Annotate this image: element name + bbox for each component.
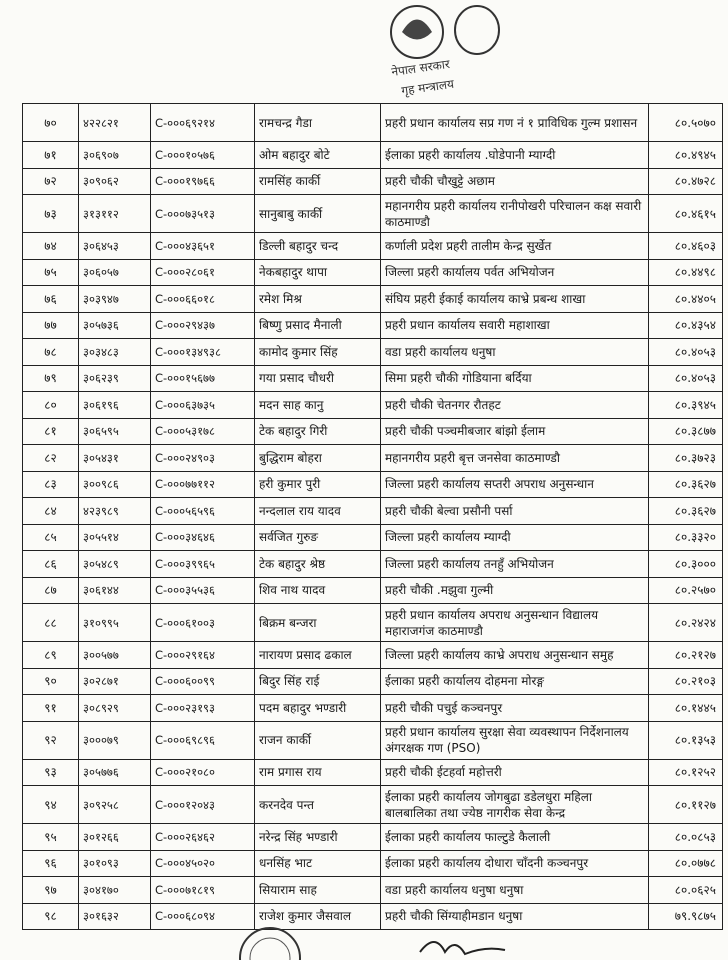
roll-number-cell: ३०१६३२ [79, 903, 151, 930]
score-cell: ८०.१३५३ [649, 721, 723, 759]
roll-number-cell: ३१०९९५ [79, 604, 151, 642]
candidate-name-cell: कामोद कुमार सिंह [255, 339, 381, 366]
serial-number-cell: ८८ [23, 604, 79, 642]
serial-number-cell: ८६ [23, 551, 79, 578]
serial-number-cell: ८७ [23, 577, 79, 604]
candidate-name-cell: सियाराम साह [255, 877, 381, 904]
table-row [23, 786, 723, 824]
serial-number-cell: ९२ [23, 721, 79, 759]
roll-number-cell: ३०५४३१ [79, 445, 151, 472]
table-row [23, 604, 723, 642]
seal-text-1: नेपाल सरकार [390, 56, 451, 79]
office-name-cell: संघिय प्रहरी ईकाई कार्यालय काभ्रे प्रबन्ध शाखा [381, 286, 649, 313]
code-number-cell: C-०००७१८१९ [151, 877, 255, 904]
score-cell: ८०.४६०३ [649, 233, 723, 260]
office-name-cell: प्रहरी चौकी पञ्चमीबजार बांझो ईलाम [381, 418, 649, 445]
code-number-cell: C-०००५६५९६ [151, 498, 255, 525]
office-name-cell: वडा प्रहरी कार्यालय धनुषा धनुषा [381, 877, 649, 904]
roll-number-cell: ३०६१९६ [79, 392, 151, 419]
table-row [23, 759, 723, 786]
code-number-cell: C-०००३५५३६ [151, 577, 255, 604]
score-cell: ८०.४०५३ [649, 365, 723, 392]
candidate-name-cell: सर्वजित गुरुङ [255, 524, 381, 551]
table-row [23, 850, 723, 877]
serial-number-cell: ८० [23, 392, 79, 419]
serial-number-cell: ९३ [23, 759, 79, 786]
code-number-cell: C-०००१२०४३ [151, 786, 255, 824]
roll-number-cell: ३०६९०७ [79, 142, 151, 169]
table-row [23, 392, 723, 419]
code-number-cell: C-०००२९४३७ [151, 312, 255, 339]
serial-number-cell: ९५ [23, 824, 79, 851]
office-name-cell: ईलाका प्रहरी कार्यालय दोहमना मोरङ्ग [381, 668, 649, 695]
office-name-cell: जिल्ला प्रहरी कार्यालय सप्तरी अपराध अनुसन्धान [381, 471, 649, 498]
score-cell: ८०.४६१५ [649, 195, 723, 233]
score-cell: ८०.०७७८ [649, 850, 723, 877]
office-name-cell: जिल्ला प्रहरी कार्यालय म्याग्दी [381, 524, 649, 551]
code-number-cell: C-०००२६४६२ [151, 824, 255, 851]
table-row [23, 142, 723, 169]
roll-number-cell: ४२३९८९ [79, 498, 151, 525]
score-cell: ८०.३९४५ [649, 392, 723, 419]
score-cell: ८०.२४२४ [649, 604, 723, 642]
office-name-cell: ईलाका प्रहरी कार्यालय जोगबुढा डडेलधुरा महिला बालबालिका तथा ज्येष्ठ नागरीक सेवा केन्द्र [381, 786, 649, 824]
code-number-cell: C-०००६१००३ [151, 604, 255, 642]
serial-number-cell: ७७ [23, 312, 79, 339]
candidate-name-cell: ओम बहादुर बोटे [255, 142, 381, 169]
serial-number-cell: ९० [23, 668, 79, 695]
serial-number-cell: ९६ [23, 850, 79, 877]
serial-number-cell: ८९ [23, 642, 79, 669]
score-cell: ८०.४३५४ [649, 312, 723, 339]
serial-number-cell: ७८ [23, 339, 79, 366]
office-name-cell: प्रहरी प्रधान कार्यालय सुरक्षा सेवा व्यवस्थापन निर्देशनालय अंगरक्षक गण (PSO) [381, 721, 649, 759]
table-row [23, 721, 723, 759]
code-number-cell: C-०००६९८९६ [151, 721, 255, 759]
roll-number-cell: ३०६४५३ [79, 233, 151, 260]
candidate-name-cell: राजेश कुमार जैसवाल [255, 903, 381, 930]
office-name-cell: प्रहरी चौकी चेतनगर रौतहट [381, 392, 649, 419]
candidate-name-cell: शिव नाथ यादव [255, 577, 381, 604]
government-seal [372, 0, 522, 100]
roll-number-cell: ३०६२३९ [79, 365, 151, 392]
code-number-cell: C-०००६८०९४ [151, 903, 255, 930]
candidate-name-cell: बिक्रम बन्जरा [255, 604, 381, 642]
table-row [23, 524, 723, 551]
candidate-name-cell: करनदेव पन्त [255, 786, 381, 824]
code-number-cell: C-०००२८०६१ [151, 259, 255, 286]
code-number-cell: C-०००६३७३५ [151, 392, 255, 419]
candidate-name-cell: बिष्णु प्रसाद मैनाली [255, 312, 381, 339]
table-row [23, 471, 723, 498]
office-name-cell: जिल्ला प्रहरी कार्यालय काभ्रे अपराध अनुसन्धान समुह [381, 642, 649, 669]
score-cell: ८०.४४९८ [649, 259, 723, 286]
serial-number-cell: ८४ [23, 498, 79, 525]
code-number-cell: C-०००३४६४६ [151, 524, 255, 551]
office-name-cell: प्रहरी प्रधान कार्यालय अपराध अनुसन्धान विद्यालय महाराजगंज काठमाण्डौ [381, 604, 649, 642]
serial-number-cell: ९७ [23, 877, 79, 904]
serial-number-cell: ८५ [23, 524, 79, 551]
roll-number-cell: ३०१२६६ [79, 824, 151, 851]
bottom-stamp [230, 918, 340, 960]
table-row [23, 365, 723, 392]
roll-number-cell: ३०३४८३ [79, 339, 151, 366]
score-cell: ८०.११२७ [649, 786, 723, 824]
roll-number-cell: ३०८९२९ [79, 695, 151, 722]
candidate-name-cell: नारायण प्रसाद ढकाल [255, 642, 381, 669]
seal-text-2: गृह मन्त्रालय [400, 76, 455, 98]
score-cell: ८०.३६२७ [649, 498, 723, 525]
roll-number-cell: ३०६०५७ [79, 259, 151, 286]
roll-number-cell: ३०१०९३ [79, 850, 151, 877]
score-cell: ८०.४०५३ [649, 339, 723, 366]
candidate-name-cell: हरी कुमार पुरी [255, 471, 381, 498]
office-name-cell: प्रहरी चौकी .मझुवा गुल्मी [381, 577, 649, 604]
roll-number-cell: ३०३९४७ [79, 286, 151, 313]
code-number-cell: C-०००२४९०३ [151, 445, 255, 472]
code-number-cell: C-०००२३१९३ [151, 695, 255, 722]
roll-number-cell: ३०००७९ [79, 721, 151, 759]
candidate-name-cell: पदम बहादुर भण्डारी [255, 695, 381, 722]
office-name-cell: वडा प्रहरी कार्यालय धनुषा [381, 339, 649, 366]
candidate-name-cell: डिल्ली बहादुर चन्द [255, 233, 381, 260]
code-number-cell: C-०००३९९६५ [151, 551, 255, 578]
table-row [23, 498, 723, 525]
office-name-cell: प्रहरी प्रधान कार्यालय सवारी महाशाखा [381, 312, 649, 339]
table-row [23, 339, 723, 366]
score-cell: ८०.४९४५ [649, 142, 723, 169]
roll-number-cell: ३०४१७० [79, 877, 151, 904]
table-row [23, 195, 723, 233]
roll-number-cell: ३०९२५८ [79, 786, 151, 824]
office-name-cell: प्रहरी चौकी चौखुट्टे अछाम [381, 168, 649, 195]
code-number-cell: C-०००७३५१३ [151, 195, 255, 233]
table-row [23, 104, 723, 142]
table-row [23, 668, 723, 695]
office-name-cell: ईलाका प्रहरी कार्यालय दोधारा चाँदनी कञ्चनपुर [381, 850, 649, 877]
code-number-cell: C-०००५३१७८ [151, 418, 255, 445]
score-cell: ८०.३७२३ [649, 445, 723, 472]
table-row [23, 168, 723, 195]
roll-number-cell: ३०५५१४ [79, 524, 151, 551]
roll-number-cell: ३००९८६ [79, 471, 151, 498]
roll-number-cell: ३०२८७१ [79, 668, 151, 695]
score-cell: ८०.१२५२ [649, 759, 723, 786]
serial-number-cell: ७२ [23, 168, 79, 195]
score-cell: ८०.३८७७ [649, 418, 723, 445]
candidate-name-cell: नेकबहादुर थापा [255, 259, 381, 286]
serial-number-cell: ७१ [23, 142, 79, 169]
code-number-cell: C-०००४५०२० [151, 850, 255, 877]
serial-number-cell: ८१ [23, 418, 79, 445]
roll-number-cell: ३०५४८९ [79, 551, 151, 578]
candidate-name-cell: मदन साह कानु [255, 392, 381, 419]
office-name-cell: जिल्ला प्रहरी कार्यालय पर्वत अभियोजन [381, 259, 649, 286]
table-row [23, 312, 723, 339]
office-name-cell: प्रहरी चौकी सिंग्याहीमडान धनुषा [381, 903, 649, 930]
candidate-name-cell: नरेन्द्र सिंह भण्डारी [255, 824, 381, 851]
candidate-name-cell: गया प्रसाद चौधरी [255, 365, 381, 392]
roll-number-cell: ३०५७७६ [79, 759, 151, 786]
table-row [23, 903, 723, 930]
serial-number-cell: ७४ [23, 233, 79, 260]
candidate-name-cell: नन्दलाल राय यादव [255, 498, 381, 525]
serial-number-cell: ९४ [23, 786, 79, 824]
score-cell: ८०.०८५३ [649, 824, 723, 851]
score-cell: ८०.०६२५ [649, 877, 723, 904]
table-row [23, 259, 723, 286]
score-cell: ८०.१४४५ [649, 695, 723, 722]
table-row [23, 445, 723, 472]
office-name-cell: सिमा प्रहरी चौकी गोडियाना बर्दिया [381, 365, 649, 392]
candidate-name-cell: टेक बहादुर श्रेष्ठ [255, 551, 381, 578]
office-name-cell: प्रहरी प्रधान कार्यालय सप्र गण नं १ प्राविधिक गुल्म प्रशासन [381, 104, 649, 142]
candidate-name-cell: रमेश मिश्र [255, 286, 381, 313]
serial-number-cell: ९८ [23, 903, 79, 930]
candidate-name-cell: राम प्रगास राय [255, 759, 381, 786]
roll-number-cell: ३०६५९५ [79, 418, 151, 445]
code-number-cell: C-०००६००९९ [151, 668, 255, 695]
roll-number-cell: ३०६१४४ [79, 577, 151, 604]
office-name-cell: ईलाका प्रहरी कार्यालय .घोडेपानी म्याग्दी [381, 142, 649, 169]
office-name-cell: कर्णाली प्रदेश प्रहरी तालीम केन्द्र सुर्खेत [381, 233, 649, 260]
table-row [23, 551, 723, 578]
score-cell: ७९.९८७५ [649, 903, 723, 930]
table-row [23, 824, 723, 851]
roll-number-cell: ४२२८२१ [79, 104, 151, 142]
signature [415, 930, 535, 960]
candidate-name-cell: सानुबाबु कार्की [255, 195, 381, 233]
table-row [23, 418, 723, 445]
score-cell: ८०.४७२८ [649, 168, 723, 195]
code-number-cell: C-०००१३४९३८ [151, 339, 255, 366]
candidate-name-cell: बुद्धिराम बोहरा [255, 445, 381, 472]
office-name-cell: प्रहरी चौकी पचुई कञ्चनपुर [381, 695, 649, 722]
serial-number-cell: ७६ [23, 286, 79, 313]
office-name-cell: महानगरीय प्रहरी बृत्त जनसेवा काठमाण्डौ [381, 445, 649, 472]
score-cell: ८०.५०७० [649, 104, 723, 142]
table-row [23, 877, 723, 904]
candidate-name-cell: रामचन्द्र गैडा [255, 104, 381, 142]
serial-number-cell: ७० [23, 104, 79, 142]
score-cell: ८०.३६२७ [649, 471, 723, 498]
code-number-cell: C-०००७७११२ [151, 471, 255, 498]
office-name-cell: प्रहरी चौकी ईटहर्वा महोत्तरी [381, 759, 649, 786]
code-number-cell: C-०००४३६५१ [151, 233, 255, 260]
serial-number-cell: ८२ [23, 445, 79, 472]
code-number-cell: C-०००२९१६४ [151, 642, 255, 669]
score-cell: ८०.२१२७ [649, 642, 723, 669]
code-number-cell: C-०००१९७६६ [151, 168, 255, 195]
code-number-cell: C-०००६६०१८ [151, 286, 255, 313]
office-name-cell: महानगरीय प्रहरी कार्यालय रानीपोखरी परिचालन कक्ष सवारी काठमाण्डौ [381, 195, 649, 233]
table-row [23, 577, 723, 604]
score-cell: ८०.३००० [649, 551, 723, 578]
score-cell: ८०.२५७० [649, 577, 723, 604]
office-name-cell: ईलाका प्रहरी कार्यालय फाल्टुडे कैलाली [381, 824, 649, 851]
roll-number-cell: ३०५७३६ [79, 312, 151, 339]
table-row [23, 695, 723, 722]
score-cell: ८०.४४०५ [649, 286, 723, 313]
office-name-cell: जिल्ला प्रहरी कार्यालय तनहुँ अभियोजन [381, 551, 649, 578]
code-number-cell: C-०००२१०८० [151, 759, 255, 786]
serial-number-cell: ९१ [23, 695, 79, 722]
code-number-cell: C-०००६९२१४ [151, 104, 255, 142]
table-row [23, 642, 723, 669]
candidate-name-cell: रामसिंह कार्की [255, 168, 381, 195]
office-name-cell: प्रहरी चौकी बेल्वा प्रसौनी पर्सा [381, 498, 649, 525]
candidate-name-cell: बिदुर सिंह राई [255, 668, 381, 695]
table-row [23, 233, 723, 260]
serial-number-cell: ७३ [23, 195, 79, 233]
code-number-cell: C-०००१०५७६ [151, 142, 255, 169]
roll-number-cell: ३०९०६२ [79, 168, 151, 195]
roll-number-cell: ३००५७७ [79, 642, 151, 669]
table-row [23, 286, 723, 313]
serial-number-cell: ७९ [23, 365, 79, 392]
roll-number-cell: ३१३११२ [79, 195, 151, 233]
candidate-name-cell: टेक बहादुर गिरी [255, 418, 381, 445]
serial-number-cell: ८३ [23, 471, 79, 498]
code-number-cell: C-०००१५६७७ [151, 365, 255, 392]
serial-number-cell: ७५ [23, 259, 79, 286]
candidate-name-cell: धनसिंह भाट [255, 850, 381, 877]
candidate-name-cell: राजन कार्की [255, 721, 381, 759]
score-cell: ८०.३३२० [649, 524, 723, 551]
results-table [22, 103, 723, 930]
score-cell: ८०.२१०३ [649, 668, 723, 695]
